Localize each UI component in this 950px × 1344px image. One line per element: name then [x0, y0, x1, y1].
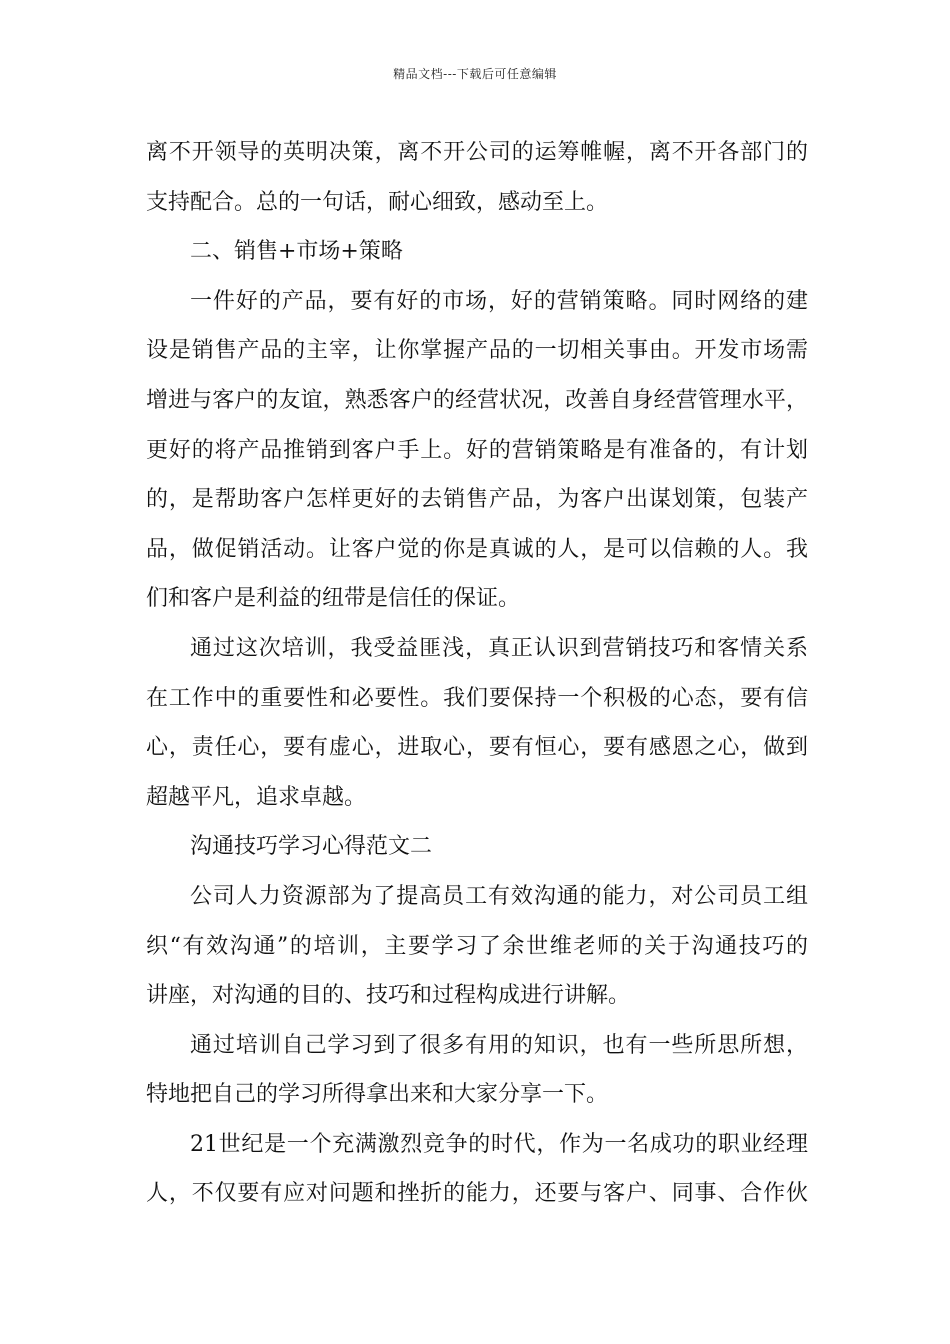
- text-line: 21世纪是一个充满激烈竞争的时代，作为一名成功的职业经理: [190, 1131, 808, 1157]
- text-line: 讲座，对沟通的目的、技巧和过程构成进行讲解。: [146, 983, 631, 1009]
- text-line: 心，责任心，要有虚心，进取心，要有恒心，要有感恩之心，做到: [146, 735, 808, 761]
- text-line: 增进与客户的友谊，熟悉客户的经营状况，改善自身经营管理水平，: [146, 387, 808, 413]
- text-line: 特地把自己的学习所得拿出来和大家分享一下。: [146, 1082, 609, 1108]
- text-line: 织“有效沟通”的培训，主要学习了余世维老师的关于沟通技巧的: [146, 933, 808, 959]
- text-line: 的，是帮助客户怎样更好的去销售产品，为客户出谋划策，包装产: [146, 487, 808, 513]
- section-heading: 二、销售+市场+策略: [190, 239, 403, 265]
- text-line: 更好的将产品推销到客户手上。好的营销策略是有准备的，有计划: [146, 437, 808, 463]
- page-header: 精品文档---下载后可任意编辑: [393, 67, 557, 81]
- text-line: 超越平凡，追求卓越。: [146, 784, 367, 810]
- text-line: 离不开领导的英明决策，离不开公司的运筹帷幄，离不开各部门的: [146, 140, 808, 165]
- text-line: 设是销售产品的主宰，让你掌握产品的一切相关事由。开发市场需: [146, 338, 808, 364]
- text-line: 品，做促销活动。让客户觉的你是真诚的人，是可以信赖的人。我: [146, 536, 808, 562]
- document-body: [146, 128, 808, 1219]
- text-line: 人，不仅要有应对问题和挫折的能力，还要与客户、同事、合作伙: [146, 1181, 808, 1207]
- text-line: 公司人力资源部为了提高员工有效沟通的能力，对公司员工组: [190, 883, 808, 909]
- text-line: 通过这次培训，我受益匪浅，真正认识到营销技巧和客情关系: [190, 635, 808, 661]
- section-heading: 沟通技巧学习心得范文二: [190, 834, 433, 860]
- text-line: 通过培训自己学习到了很多有用的知识，也有一些所思所想，: [190, 1032, 808, 1058]
- text-line: 支持配合。总的一句话，耐心细致，感动至上。: [146, 189, 609, 215]
- text-line: 们和客户是利益的纽带是信任的保证。: [146, 586, 521, 612]
- text-line: 在工作中的重要性和必要性。我们要保持一个积极的心态，要有信: [146, 685, 808, 711]
- text-line: 一件好的产品，要有好的市场，好的营销策略。同时网络的建: [190, 288, 808, 314]
